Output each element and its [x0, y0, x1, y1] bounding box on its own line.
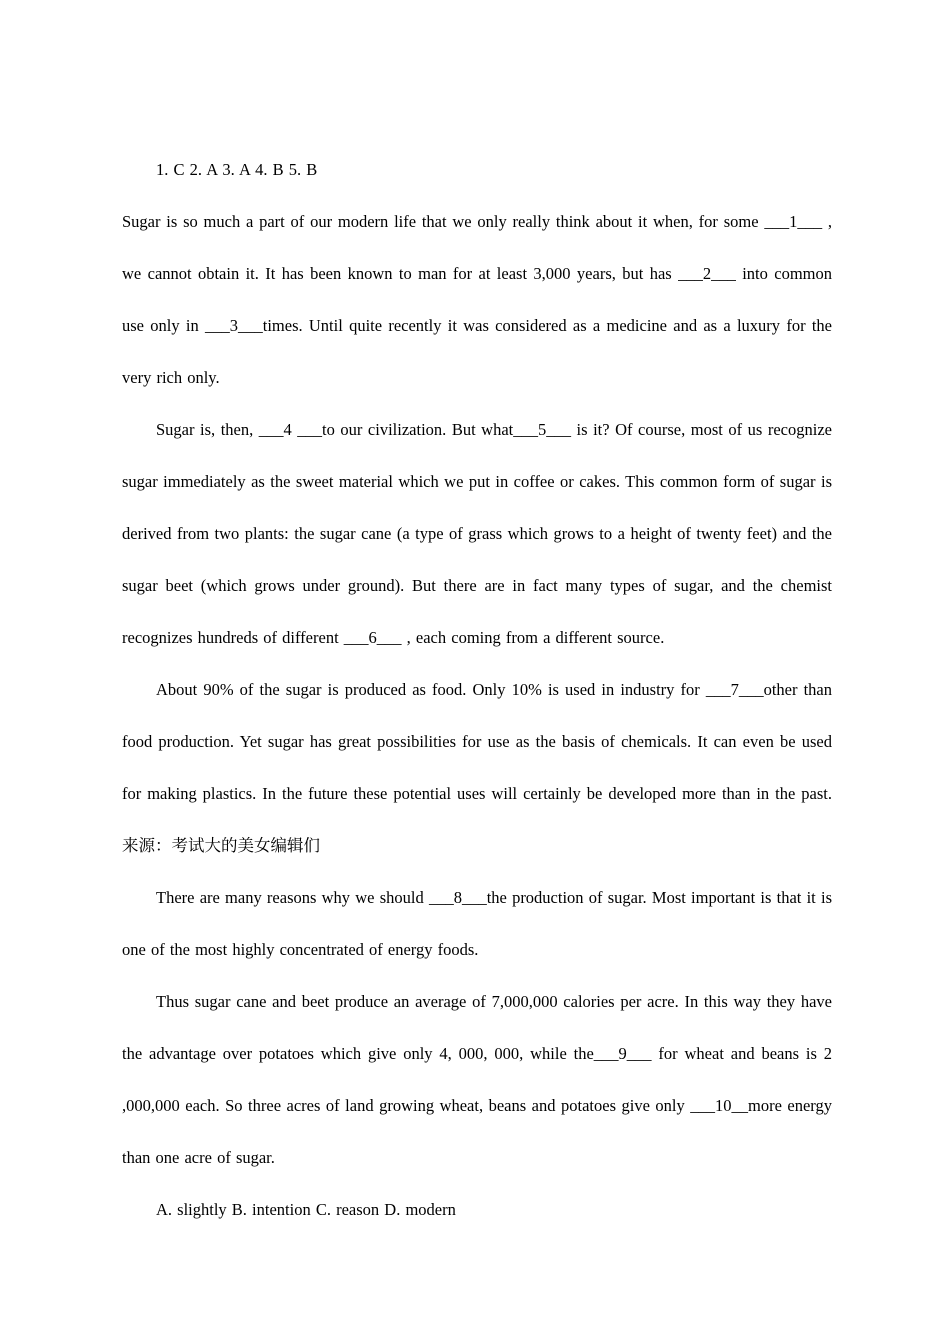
options-line: A. slightly B. intention C. reason D. modern — [156, 1200, 456, 1219]
passage-paragraph-4: There are many reasons why we should ___8___the production of sugar. Most important is that it is one of the most highly concentrated of energy foods. — [122, 888, 832, 959]
answer-key-line: 1. C 2. A 3. A 4. B 5. B — [156, 160, 318, 179]
passage-paragraph-2: Sugar is, then, ___4 ___to our civilization. But what___5___ is it? Of course, most of us recognize sugar immediately as the sweet material which we put in coffee or cakes. This common form of sugar is derived from two plants: the sugar cane (a type of grass which grows to a height of twenty feet) and the sugar beet (which grows under ground). But there are in fact many types of sugar, and the chemist recognizes hundreds of different ___6___ , each coming from a different source. — [122, 420, 832, 647]
passage-paragraph-5: Thus sugar cane and beet produce an average of 7,000,000 calories per acre. In this way they have the advantage over potatoes which give only 4, 000, 000, while the___9___ for wheat and beans is 2 ,000,000 each. So three acres of land growing wheat, beans and potatoes give only ___10__more energy than one acre of sugar. — [122, 992, 832, 1167]
passage-paragraph-3: About 90% of the sugar is produced as food. Only 10% is used in industry for ___7___other than food production. Yet sugar has great possibilities for use as the basis of chemicals. It can even be used for making plastics. In the future these potential uses will certainly be developed more than in the past. 来源：考试大的美女编辑们 — [122, 680, 832, 855]
passage-paragraph-1: Sugar is so much a part of our modern life that we only really think about it when, for some ___1___ , we cannot obtain it. It has been known to man for at least 3,000 years, but has ___2___ into common use only in ___3___times. Until quite recently it was considered as a medicine and as a luxury for the very rich only. — [122, 212, 832, 387]
